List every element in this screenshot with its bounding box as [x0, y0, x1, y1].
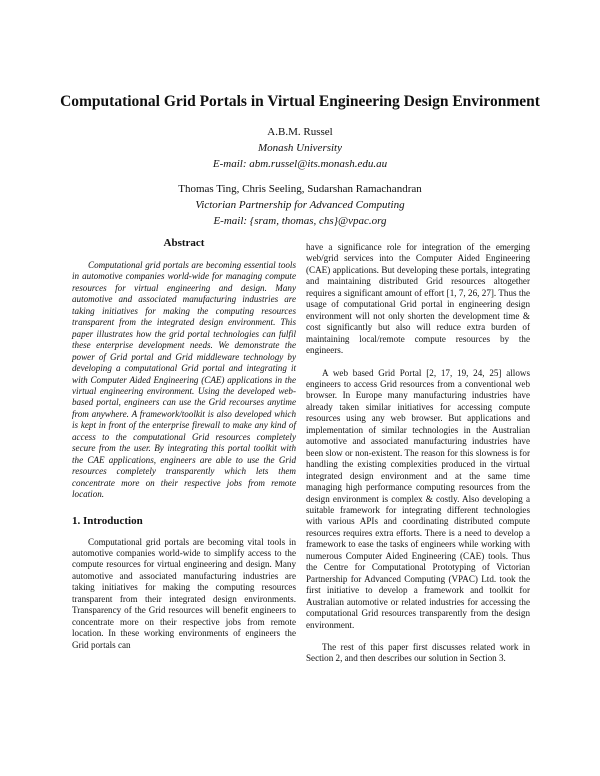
author-email: E-mail: abm.russel@its.monash.edu.au — [212, 158, 388, 170]
body-paragraph-2: A web based Grid Portal [2, 17, 19, 24, 25] allows engineers to access Grid resources from a conventional web browser. In Europe many manufacturing industries have already taken similar initiatives for accessing compute resources using any web browser. But applications and implementation of similar technologies in the Australian automotive and associated manufacturing industries have been slow or non-existent. The reason for this slowness is for handling the existing complexities produced in the virtual integrated design environment and at the same time managing high performance computing resources from the design environment is complex & costly. Also developing a suitable framework for integrating different technologies with various APIs and coordinating distributed compute resources requires extra efforts. There is a need to develop a framework to ease the tasks of engineers while working with numerous Computer Aided Engineering (CAE) tools. Thus the Centre for Computational Prototyping of Victorian Partnership for Advanced Computing (VPAC) Ltd. took the first initiative to develop a framework and toolkit for Australian automotive or related industries for accessing the computational Grid resources transparently from the design environment. — [306, 367, 530, 630]
body-paragraph-3: The rest of this paper first discusses related work in Section 2, and then describes our solution in Section 3. — [306, 641, 530, 664]
paragraph-gap — [306, 631, 530, 642]
author-block-1 — [0, 124, 600, 172]
author-email: E-mail: {sram, thomas, chs}@vpac.org — [213, 215, 387, 227]
author-block-2 — [0, 181, 600, 229]
paragraph-gap — [306, 357, 530, 368]
section-heading-introduction: 1. Introduction — [72, 514, 143, 527]
body-paragraph-1: have a significance role for integration of the emerging web/grid services into the Computer Aided Engineering (CAE) applications. But developing these portals, integrating and maintaining distributed Grid resources altogether requires a significant amount of effort [1, 7, 26, 27]. Thus the usage of computational Grid portal in engineering design environment will not only shorten the development time & cost significantly but also will reduce extra burden of maintaining local/remote compute resources by the engineers. — [306, 242, 530, 356]
right-column — [306, 242, 530, 665]
left-column — [72, 236, 296, 651]
author-affiliation: Monash University — [257, 142, 342, 154]
author-name: Thomas Ting, Chris Seeling, Sudarshan Ramachandran — [178, 183, 422, 195]
author-name: A.B.M. Russel — [267, 126, 333, 138]
author-affiliation: Victorian Partnership for Advanced Computing — [195, 199, 405, 211]
abstract-text: Computational grid portals are becoming essential tools in automotive companies world-wide for managing compute resources for virtual engineering and design. Many automotive and associated manufacturing industries are taking initiatives for making the computing resources transparent from the integrated design environment. This paper illustrates how the grid portal technologies can fulfil these enterprise development needs. We demonstrate the power of Grid portal and Grid middleware technology by developing a computational Grid portal and integrating it with Computer Aided Engineering (CAE) applications in the virtual engineering environment. Using the developed web-based portal, engineers can use the Grid recourses anytime from anywhere. A framework/toolkit is also developed which is kept in front of the enterprise firewall to make any kind of access to the computational Grid resources completely secure from the user. By integrating this portal toolkit with the CAE applications, engineers are able to use the Grid resources completely transparently which lets them concentrate more on their respective jobs from remote location. — [72, 260, 296, 500]
paper-title: Computational Grid Portals in Virtual Engineering Design Environment — [60, 93, 540, 110]
abstract-heading: Abstract — [163, 237, 205, 249]
intro-paragraph: Computational grid portals are becoming vital tools in automotive companies world-wide to simplify access to the compute resources for virtual engineering and design. Many automotive and associated manufacturing industries are taking initiatives for making the computing resources transparent from their integrated design environments. Transparency of the Grid resources will benefit engineers to concentrate more on their respective jobs from remote location. In these working environments of engineers the Grid portals can — [72, 536, 296, 650]
